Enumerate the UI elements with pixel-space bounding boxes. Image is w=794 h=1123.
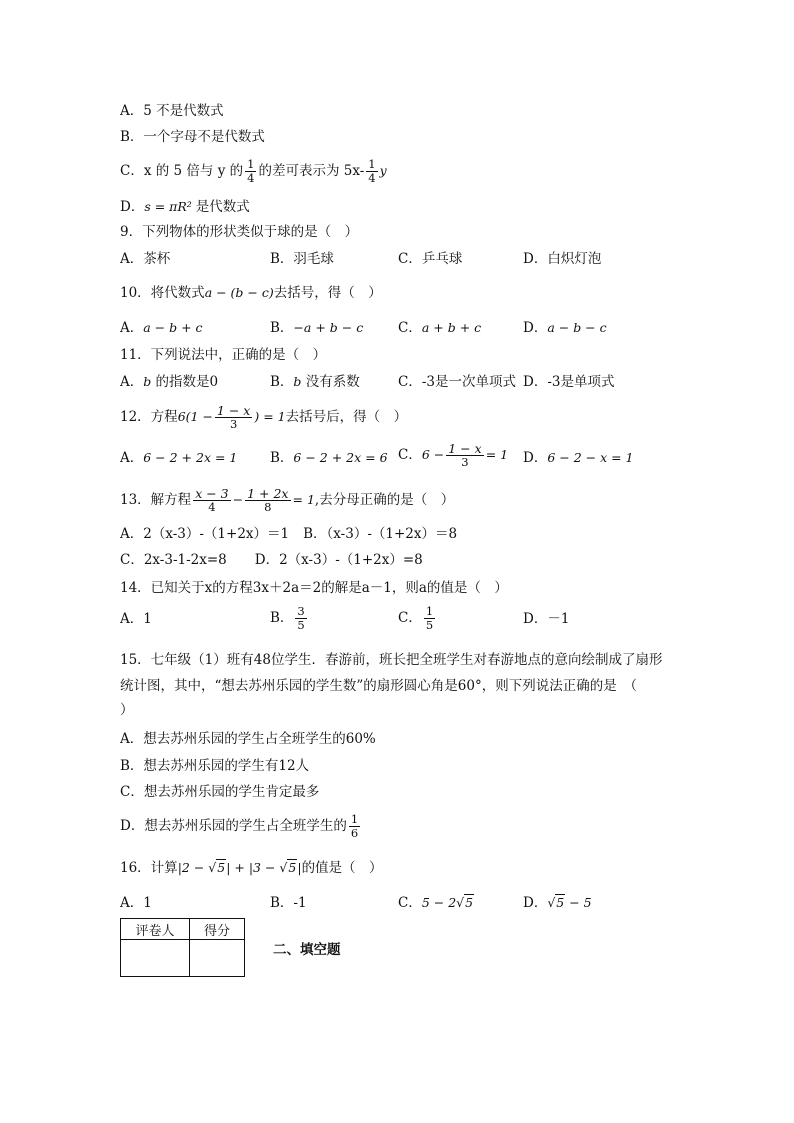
denominator: 5: [297, 618, 305, 632]
numerator: 1: [425, 604, 434, 618]
stem-text: 13．解方程: [120, 492, 192, 508]
q15-option-d: [120, 813, 362, 840]
q12-option-a: [120, 448, 237, 468]
expression: 6(1 −: [177, 409, 213, 424]
numerator: 1: [350, 812, 359, 826]
score-header: 得分: [190, 919, 245, 940]
option-expr: −a + b − c: [293, 320, 364, 335]
q10-option-c: [398, 318, 481, 338]
stem-text: 的值是（ ）: [301, 860, 383, 876]
fraction-one-sixth: [349, 813, 360, 840]
q10-option-a: [120, 318, 203, 338]
q13-option-c: C．2x-3-1-2x=8: [120, 552, 227, 568]
q11-option-c: C．-3是一次单项式: [398, 374, 516, 390]
option-text: 没有系数: [301, 374, 360, 390]
q8-option-c-mid: 的差可表示为 5x-: [258, 163, 365, 179]
q15-option-b: B．想去苏州乐园的学生有12人: [120, 758, 310, 774]
grader-header: 评卷人: [121, 919, 190, 940]
q13-option-b: B．（x-3）-（1+2x）＝8: [303, 526, 458, 542]
score-cell[interactable]: [190, 940, 245, 977]
fraction: [446, 442, 483, 469]
option-expr: 6 − 2 − x = 1: [547, 450, 634, 465]
q13-option-a: A．2（x-3）-（1+2x）＝1: [120, 526, 290, 542]
expression: = 1: [292, 492, 315, 507]
option-label: D．: [523, 450, 548, 466]
stem-text: 去括号，得（ ）: [273, 285, 382, 301]
numerator: 1 − x: [216, 403, 251, 418]
q8-option-b: B．一个字母不是代数式: [120, 129, 265, 145]
option-label: C．: [398, 447, 422, 463]
numerator: 1 + 2x: [247, 486, 289, 501]
option-label: A．: [120, 374, 144, 390]
fraction: [193, 487, 230, 514]
q15-option-a: A．想去苏州乐园的学生占全班学生的60%: [120, 731, 376, 747]
numerator: 3: [297, 604, 305, 618]
option-label: D．: [523, 320, 548, 336]
fraction-one-fifth: [424, 605, 435, 632]
stem-text: ,去分母正确的是（ ）: [314, 492, 455, 508]
q16-option-a: A．1: [120, 895, 152, 911]
option-expr: a − b − c: [547, 320, 607, 335]
option-text: 是代数式: [195, 199, 250, 215]
fraction-one-quarter: $\frac{1}{4}$: [247, 157, 255, 185]
option-label: D．: [523, 895, 548, 911]
option-label: A．: [120, 450, 144, 466]
var-b: b: [293, 374, 302, 389]
radicand: 5: [556, 895, 565, 910]
option-expr: 6 − 2 + 2x = 6: [293, 450, 388, 465]
option-label: D．: [120, 199, 145, 215]
stem-text: 10．将代数式: [120, 285, 205, 301]
q12-stem: [120, 404, 407, 431]
q11-option-b: [270, 372, 360, 392]
option-label: C．: [398, 895, 422, 911]
fraction-one-quarter-2: $\frac{1}{4}$: [368, 157, 376, 185]
q8-option-d: [120, 197, 250, 217]
section-title: 二、填空题: [273, 942, 341, 958]
expression: a − (b − c): [204, 285, 274, 300]
option-label: B．: [270, 450, 294, 466]
q14-stem: 14．已知关于x的方程3x＋2a＝2的解是a－1，则a的值是（ ）: [120, 580, 508, 596]
q8-option-a: A．5 不是代数式: [120, 103, 224, 119]
q15-stem-line2: 统计图，其中，“想去苏州乐园的学生数”的扇形圆心角是60°，则下列说法正确的是 （: [120, 678, 637, 694]
stem-text: 12．方程: [120, 409, 178, 425]
q15-option-c: C．想去苏州乐园的学生肯定最多: [120, 784, 320, 800]
var-b: b: [143, 374, 152, 389]
q13-stem: [120, 487, 454, 514]
sqrt-icon: √: [547, 895, 556, 910]
q14-option-b: [270, 605, 309, 632]
option-expr: 6 −: [421, 447, 445, 462]
q11-option-a: [120, 372, 218, 392]
radicand: 5: [465, 895, 474, 910]
fraction-three-fifths: [295, 605, 306, 632]
q14-option-a: A．1: [120, 611, 152, 627]
score-table: [120, 918, 245, 977]
q16-option-b: B．-1: [270, 895, 307, 911]
option-label: A．: [120, 320, 144, 336]
q11-stem: 11．下列说法中，正确的是（ ）: [120, 347, 327, 363]
option-label: B．: [270, 320, 294, 336]
option-text: 的指数是0: [151, 374, 219, 390]
radicand: 5: [217, 860, 226, 875]
option-label: C．: [398, 610, 422, 626]
q8-option-c-text: C．x 的 5 倍与 y 的: [120, 163, 244, 179]
denominator: 3: [461, 455, 469, 469]
fraction: [245, 487, 290, 514]
q9-option-c: C．乒乓球: [398, 251, 463, 267]
sqrt-icon: √: [208, 860, 217, 875]
option-expr: a + b + c: [421, 320, 482, 335]
option-label: C．: [398, 320, 422, 336]
denominator: 5: [425, 618, 434, 632]
denominator: 3: [229, 417, 238, 431]
expression: | + |3 −: [226, 860, 280, 875]
q10-stem: [120, 283, 382, 303]
q12-option-c: [398, 442, 508, 469]
denominator: 4: [208, 500, 216, 514]
q15-stem-line1: 15．七年级（1）班有48位学生．春游前，班长把全班学生对春游地点的意向绘制成了扇形: [120, 652, 663, 668]
q12-option-b: [270, 448, 388, 468]
q10-option-d: [523, 318, 607, 338]
q15-stem-line3: ）: [120, 702, 134, 718]
q14-option-d: D．－1: [523, 611, 570, 627]
numerator: 1 − x: [448, 441, 482, 456]
stem-text: 16．计算: [120, 860, 178, 876]
operator: −: [232, 492, 244, 507]
option-label: B．: [270, 374, 294, 390]
denominator: 8: [264, 500, 272, 514]
option-expr: a − b + c: [143, 320, 203, 335]
q8-option-c: [120, 158, 387, 185]
expression: |2 −: [177, 860, 209, 875]
q9-option-a: A．茶杯: [120, 251, 171, 267]
q16-option-c: [398, 893, 474, 913]
grader-cell[interactable]: [121, 940, 190, 977]
expression: |: [297, 860, 302, 875]
q12-option-d: [523, 448, 634, 468]
q9-option-b: B．羽毛球: [270, 251, 334, 267]
q14-option-c: [398, 605, 437, 632]
var-y: y: [379, 163, 387, 178]
expression: ) = 1: [254, 409, 286, 424]
q13-options-row1: [120, 524, 457, 544]
option-label: B．: [270, 610, 294, 626]
q9-option-d: D．白炽灯泡: [523, 251, 602, 267]
fraction: [215, 404, 252, 431]
q9-stem: 9．下列物体的形状类似于球的是（ ）: [120, 224, 359, 240]
denominator: 6: [350, 826, 359, 840]
option-expr: 5 − 2: [421, 895, 457, 910]
option-expr: − 5: [565, 895, 592, 910]
option-expr: 6 − 2 + 2x = 1: [143, 450, 238, 465]
stem-text: 去括号后，得（ ）: [285, 409, 408, 425]
option-expr: = 1: [485, 447, 509, 462]
sqrt-icon: √: [456, 895, 465, 910]
formula-area: s = πR²: [144, 199, 196, 214]
q16-stem: [120, 858, 383, 878]
radicand: 5: [288, 860, 297, 875]
q13-option-d: D．2（x-3）-（1+2x）=8: [254, 552, 423, 568]
option-text: D．想去苏州乐园的学生占全班学生的: [120, 818, 347, 834]
numerator: x − 3: [195, 486, 229, 501]
q11-option-d: D．-3是单项式: [523, 374, 615, 390]
sqrt-icon: √: [279, 860, 288, 875]
q16-option-d: [523, 893, 592, 913]
q13-options-row2: [120, 550, 423, 570]
q10-option-b: [270, 318, 363, 338]
